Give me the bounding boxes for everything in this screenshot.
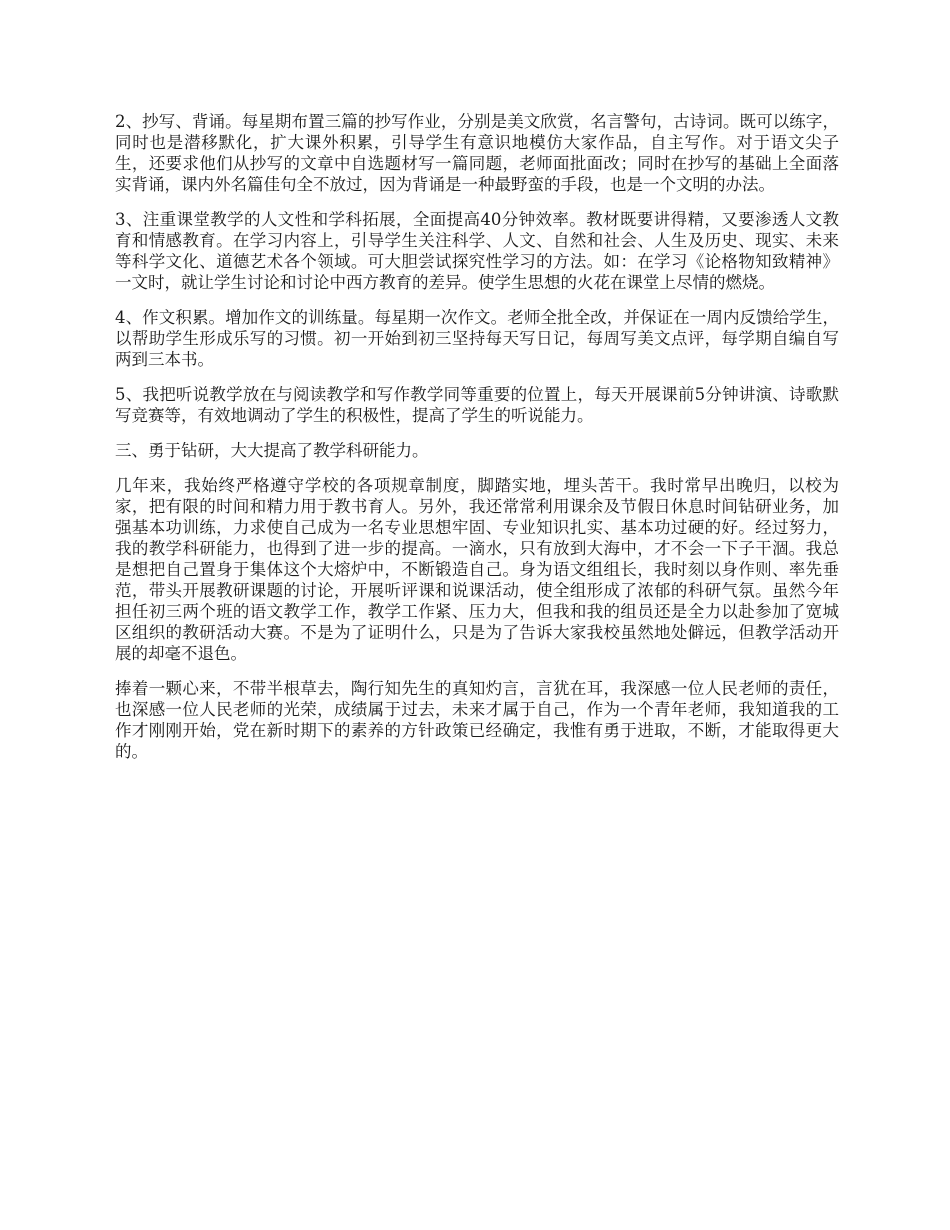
- paragraph-classroom-teaching: 3、注重课堂教学的人文性和学科拓展，全面提高40分钟效率。教材既要讲得精，又要渗透人文教育和情感教育。在学习内容上，引导学生关注科学、人文、自然和社会、人生及历史、现实、未来等科学文化、道德艺术各个领域。可大胆尝试探究性学习的方法。如：在学习《论格物知致精神》一文时，就让学生讨论和讨论中西方教育的差异。使学生思想的火花在课堂上尽情的燃烧。: [115, 210, 839, 292]
- paragraph-listening-speaking: 5、我把听说教学放在与阅读教学和写作教学同等重要的位置上，每天开展课前5分钟讲演、诗歌默写竞赛等，有效地调动了学生的积极性，提高了学生的听说能力。: [115, 385, 839, 425]
- document-page: [115, 111, 839, 776]
- paragraph-copying-recitation: 2、抄写、背诵。每星期布置三篇的抄写作业，分别是美文欣赏，名言警句，古诗词。既可以练字，同时也是潜移默化，扩大课外积累，引导学生有意识地模仿大家作品，自主写作。对于语文尖子生，还要求他们从抄写的文章中自选题材写一篇同题，老师面批面改；同时在抄写的基础上全面落实背诵，课内外名篇佳句全不放过，因为背诵是一种最野蛮的手段，也是一个文明的办法。: [115, 112, 839, 194]
- section-heading-research: 三、勇于钻研，大大提高了教学科研能力。: [115, 441, 429, 460]
- paragraph-research-ability: 几年来，我始终严格遵守学校的各项规章制度，脚踏实地，埋头苦干。我时常早出晚归，以校为家，把有限的时间和精力用于教书育人。另外，我还常常利用课余及节假日休息时间钻研业务，加强基本功训练，力求使自己成为一名专业思想牢固、专业知识扎实、基本功过硬的好。经过努力，我的教学科研能力，也得到了进一步的提高。一滴水，只有放到大海中，才不会一下子干涸。我总是想把自己置身于集体这个大熔炉中，不断锻造自己。身为语文组组长，我时刻以身作则、率先垂范，带头开展教研课题的讨论，开展听评课和说课活动，使全组形成了浓郁的科研气氛。虽然今年担任初三两个班的语文教学工作，教学工作紧、压力大，但我和我的组员还是全力以赴参加了宽城区组织的教研活动大赛。不是为了证明什么，只是为了告诉大家我校虽然地处僻远，但教学活动开展的却毫不退色。: [115, 476, 839, 663]
- paragraph-composition: 4、作文积累。增加作文的训练量。每星期一次作文。老师全批全改，并保证在一周内反馈给学生，以帮助学生形成乐写的习惯。初一开始到初三坚持每天写日记，每周写美文点评，每学期自编自写两到三本书。: [115, 308, 839, 369]
- paragraph-conclusion: 捧着一颗心来，不带半根草去，陶行知先生的真知灼言，言犹在耳，我深感一位人民老师的责任，也深感一位人民老师的光荣，成绩属于过去，未来才属于自己，作为一个青年老师，我知道我的工作才刚刚开始，党在新时期下的素养的方针政策已经确定，我惟有勇于进取，不断，才能取得更大的。: [115, 679, 839, 761]
